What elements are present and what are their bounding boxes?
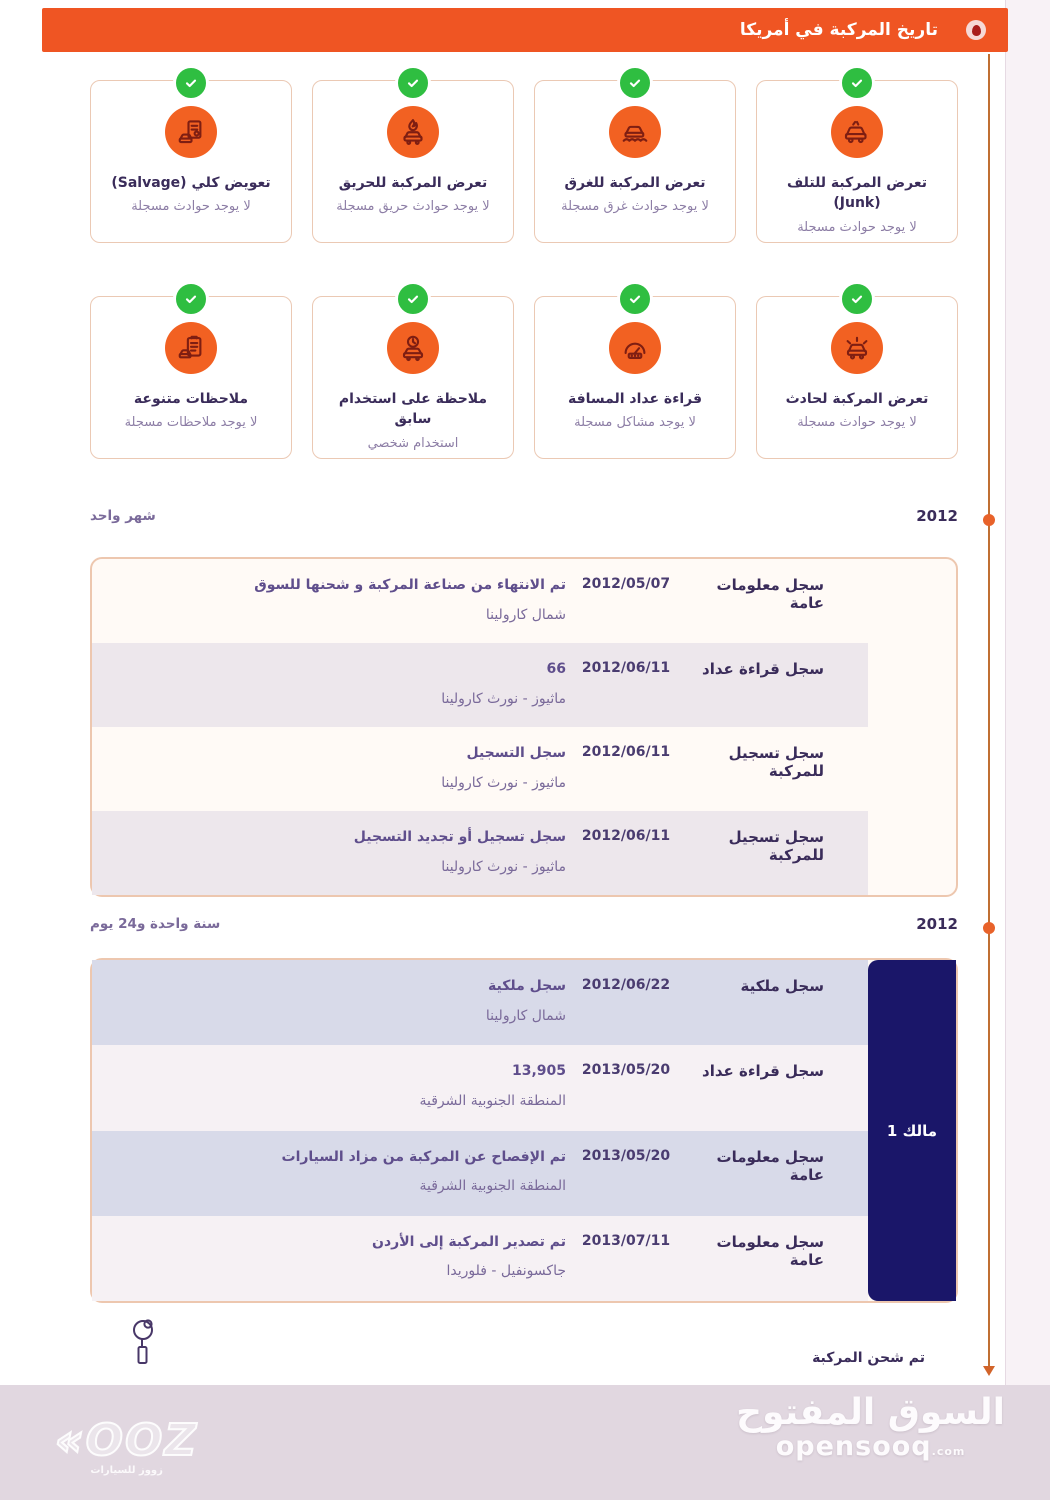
opensooq-logo-arabic: السوق المفتوح <box>736 1392 1005 1433</box>
timeline-duration: سنة واحدة و24 يوم <box>90 916 221 932</box>
status-card-title: تعرض المركبة لحادث <box>785 391 929 407</box>
report-header <box>42 8 1008 52</box>
timeline-section-header <box>90 912 958 936</box>
status-card-flood <box>534 80 736 243</box>
status-card-title: تعرض المركبة للتلف (Junk) <box>786 175 928 212</box>
record-row <box>92 1045 868 1130</box>
record-type: سجل تسجيل للمركبة <box>728 828 824 864</box>
flood-car-icon <box>609 106 661 158</box>
owner-column-empty <box>868 559 956 895</box>
status-card-subtitle: استخدام شخصي <box>367 435 459 451</box>
fire-car-icon <box>387 106 439 158</box>
record-description: تم الانتهاء من صناعة المركبة و شحنها للسوق شمال كارولينا <box>92 576 566 643</box>
owner-label: مالك 1 <box>886 1121 938 1140</box>
record-location: ماثيوز - نورث كارولينا <box>441 858 566 875</box>
record-type: سجل معلومات عامة <box>716 1232 824 1269</box>
record-row <box>92 1131 868 1216</box>
records-table-2 <box>90 958 958 1303</box>
record-type: سجل قراءة عداد <box>702 660 824 678</box>
record-location: جاكسونفيل - فلوريدا <box>446 1263 566 1280</box>
record-date: 2013/05/20 <box>581 1147 671 1164</box>
check-icon <box>617 281 653 317</box>
record-date: 2012/06/11 <box>581 744 671 760</box>
timeline-section-header <box>90 504 958 528</box>
status-card-subtitle: لا يوجد حوادث مسجلة <box>797 219 917 235</box>
status-cards-grid <box>90 80 958 459</box>
record-description: 13,905 المنطقة الجنوبية الشرقية <box>92 1062 566 1130</box>
record-location: ماثيوز - نورث كارولينا <box>441 690 566 707</box>
timeline-line <box>988 54 990 1366</box>
status-card-title: تعويض كلي (Salvage) <box>111 175 271 191</box>
record-description: 66 ماثيوز - نورث كارولينا <box>92 660 566 727</box>
status-card-previous-use <box>312 296 514 459</box>
record-location: شمال كارولينا <box>485 606 566 623</box>
record-description: تم تصدير المركبة إلى الأردن جاكسونفيل - فلوريدا <box>92 1233 566 1301</box>
status-card-subtitle: لا يوجد ملاحظات مسجلة <box>124 415 258 431</box>
status-card-fire <box>312 80 514 243</box>
record-description: سجل التسجيل ماثيوز - نورث كارولينا <box>92 744 566 811</box>
status-card-subtitle: لا يوجد حوادث مسجلة <box>131 199 251 215</box>
zooz-logo-mark: «OOZ <box>55 1415 199 1466</box>
zooz-logo-tagline: زووز للسيارات <box>90 1465 163 1476</box>
previous-use-icon <box>387 322 439 374</box>
records-table-1 <box>90 557 958 897</box>
status-card-subtitle: لا يوجد حوادث مسجلة <box>797 415 917 431</box>
record-row <box>92 559 868 643</box>
record-type: سجل معلومات عامة <box>716 576 824 612</box>
status-card-subtitle: لا يوجد حوادث حريق مسجلة <box>336 199 490 215</box>
record-row <box>92 643 868 727</box>
odometer-icon <box>609 322 661 374</box>
footer <box>0 1385 1050 1500</box>
record-type: سجل ملكية <box>740 977 824 995</box>
records-rows <box>92 960 868 1301</box>
records-rows <box>92 559 868 895</box>
status-card-salvage <box>90 80 292 243</box>
record-location: شمال كارولينا <box>485 1007 566 1024</box>
check-icon <box>839 65 875 101</box>
owner-badge <box>868 960 956 1301</box>
status-card-odometer <box>534 296 736 459</box>
status-card-title: ملاحظات متنوعة <box>133 391 249 407</box>
zooz-logo <box>55 1415 199 1476</box>
record-date: 2013/07/11 <box>581 1232 671 1249</box>
record-type: سجل معلومات عامة <box>716 1147 824 1184</box>
report-pin-icon <box>966 20 986 40</box>
status-card-subtitle: لا يوجد حوادث غرق مسجلة <box>561 199 709 215</box>
notes-clipboard-icon <box>165 322 217 374</box>
record-description: سجل ملكية شمال كارولينا <box>92 977 566 1045</box>
record-type: سجل تسجيل للمركبة <box>728 744 824 780</box>
check-icon <box>839 281 875 317</box>
status-card-title: ملاحظة على استخدام سابق <box>338 391 488 428</box>
status-card-accident <box>756 296 958 459</box>
salvage-doc-icon <box>165 106 217 158</box>
status-card-title: قراءة عداد المسافة <box>567 391 703 407</box>
record-row <box>92 811 868 895</box>
opensooq-logo <box>736 1393 1005 1461</box>
check-icon <box>395 281 431 317</box>
timeline-year: 2012 <box>916 915 958 933</box>
check-icon <box>173 281 209 317</box>
record-type: سجل قراءة عداد <box>702 1062 824 1081</box>
check-icon <box>395 65 431 101</box>
status-card-title: تعرض المركبة للحريق <box>338 175 488 191</box>
record-date: 2012/06/22 <box>581 977 671 993</box>
record-description: تم الإفصاح عن المركبة من مزاد السيارات المنطقة الجنوبية الشرقية <box>92 1148 566 1216</box>
record-row <box>92 960 868 1045</box>
next-section-clipped-text: تم شحن المركبة <box>812 1350 925 1366</box>
junk-car-icon <box>831 106 883 158</box>
status-card-title: تعرض المركبة للغرق <box>564 175 706 191</box>
record-row <box>92 727 868 811</box>
opensooq-logo-english: opensooq.com <box>775 1430 966 1462</box>
timeline-arrow-icon <box>983 1366 995 1376</box>
accident-car-icon <box>831 322 883 374</box>
report-title: تاريخ المركبة في أمريكا <box>739 20 938 40</box>
record-row <box>92 1216 868 1301</box>
record-date: 2013/05/20 <box>581 1062 671 1079</box>
status-card-notes <box>90 296 292 459</box>
record-location: ماثيوز - نورث كارولينا <box>441 774 566 791</box>
timeline-year: 2012 <box>916 507 958 525</box>
timeline-dot <box>983 922 995 934</box>
pin-dot <box>972 25 981 36</box>
timeline-dot <box>983 514 995 526</box>
record-description: سجل تسجيل أو تجديد التسجيل ماثيوز - نورث كارولينا <box>92 828 566 895</box>
record-location: المنطقة الجنوبية الشرقية <box>419 1092 566 1109</box>
check-icon <box>617 65 653 101</box>
record-date: 2012/06/11 <box>581 828 671 844</box>
record-location: المنطقة الجنوبية الشرقية <box>419 1178 566 1195</box>
status-card-junk <box>756 80 958 243</box>
record-date: 2012/06/11 <box>581 660 671 676</box>
key-icon <box>126 1316 166 1378</box>
page-right-margin <box>1005 0 1050 1385</box>
timeline-duration: شهر واحد <box>90 508 156 524</box>
status-card-subtitle: لا يوجد مشاكل مسجلة <box>574 415 696 431</box>
check-icon <box>173 65 209 101</box>
record-date: 2012/05/07 <box>581 576 671 592</box>
